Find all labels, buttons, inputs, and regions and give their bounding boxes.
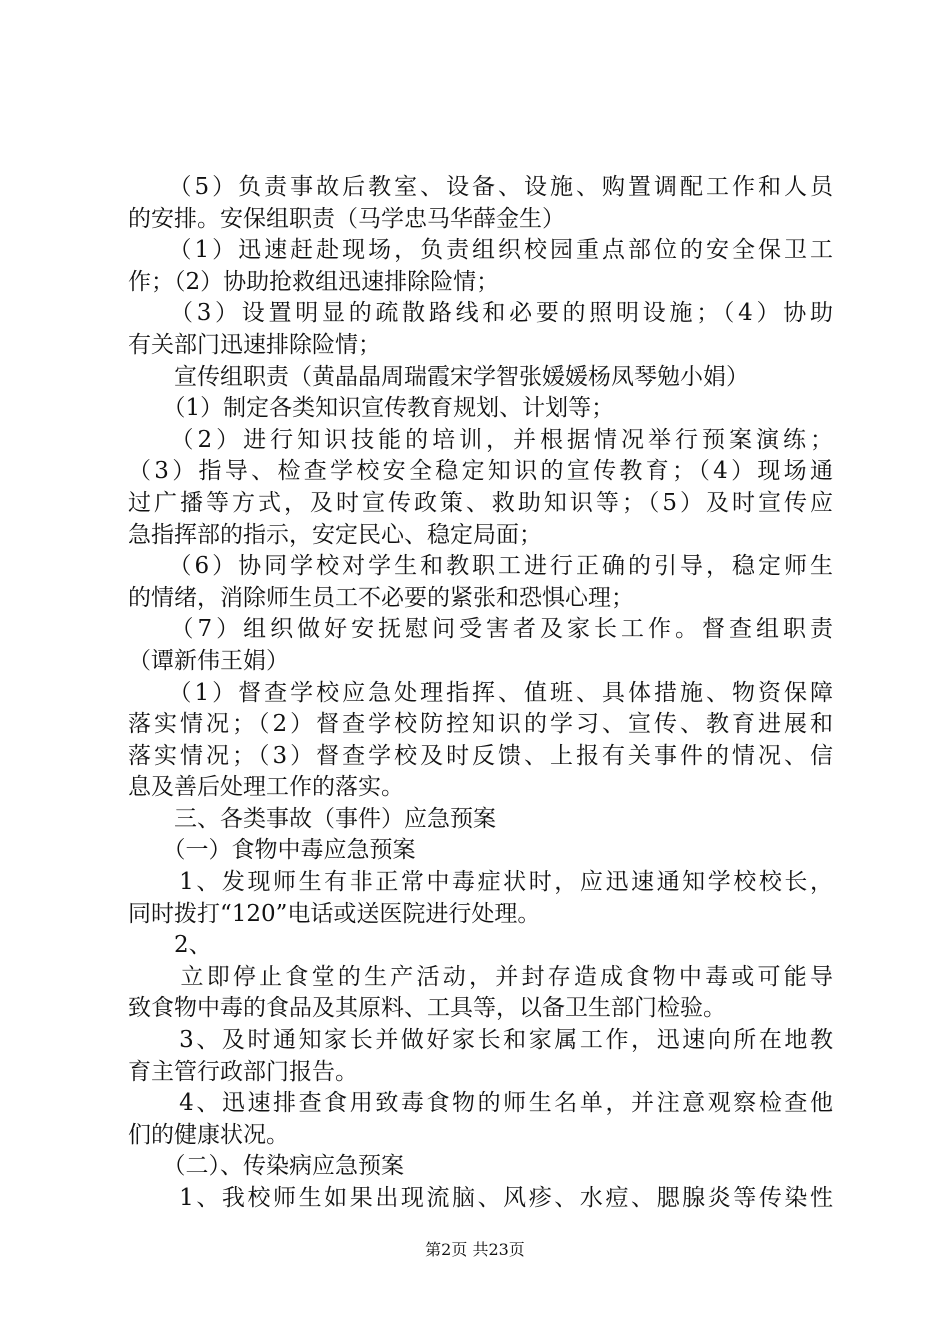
text-line: 的情绪，消除师生员工不必要的紧张和恐惧心理； (128, 584, 634, 611)
text-line: （3）设置明显的疏散路线和必要的照明设施；（4）协助 (128, 300, 833, 327)
text-line: （谭新伟王娟） (128, 647, 289, 674)
text-line: 致食物中毒的食品及其原料、工具等，以备卫生部门检验。 (128, 995, 726, 1022)
text-line: 3、及时通知家长并做好家长和家属工作，迅速向所在地教 (128, 1027, 833, 1054)
text-line: （二）、传染病应急预案 (128, 1153, 404, 1180)
text-line: 有关部门迅速排除险情； (128, 331, 381, 358)
text-line: 2、 (128, 932, 212, 959)
document-body (128, 172, 833, 1215)
text-line: 4、迅速排查食用致毒食物的师生名单，并注意观察检查他 (128, 1090, 833, 1117)
text-line: 过广播等方式，及时宣传政策、救助知识等；（5）及时宣传应 (128, 489, 833, 516)
text-line: 息及善后处理工作的落实。 (128, 774, 404, 801)
text-line: 宣传组职责（黄晶晶周瑞霞宋学智张媛媛杨凤琴勉小娟） (128, 363, 749, 390)
text-line: （3）指导、检查学校安全稳定知识的宣传教育；（4）现场通 (128, 458, 833, 485)
text-line: 1、发现师生有非正常中毒症状时，应迅速通知学校校长， (128, 869, 833, 896)
text-line: （2）进行知识技能的培训，并根据情况举行预案演练； (128, 426, 833, 453)
text-line: （1）制定各类知识宣传教育规划、计划等； (128, 395, 615, 422)
text-line: （7）组织做好安抚慰问受害者及家长工作。督查组职责 (128, 616, 833, 643)
text-line: 落实情况；（3）督查学校及时反馈、上报有关事件的情况、信 (128, 742, 833, 769)
text-line: 急指挥部的指示，安定民心、稳定局面； (128, 521, 542, 548)
text-line: 同时拨打“120”电话或送医院进行处理。 (128, 900, 541, 927)
text-line: 立即停止食堂的生产活动，并封存造成食物中毒或可能导 (128, 963, 833, 990)
text-line: （1）督查学校应急处理指挥、值班、具体措施、物资保障 (128, 679, 833, 706)
text-line: （5）负责事故后教室、设备、设施、购置调配工作和人员 (128, 174, 833, 200)
text-line: （6）协同学校对学生和教职工进行正确的引导，稳定师生 (128, 553, 833, 580)
text-line: 的安排。安保组职责（马学忠马华薛金生） (128, 205, 565, 232)
text-line: 作；（2）协助抢救组迅速排除险情； (128, 268, 500, 295)
text-line: （一）食物中毒应急预案 (128, 837, 416, 864)
text-line: 1、我校师生如果出现流脑、风疹、水痘、腮腺炎等传染性 (128, 1185, 833, 1211)
page-footer: 第2页 共23页 (425, 1240, 525, 1259)
text-line: 落实情况；（2）督查学校防控知识的学习、宣传、教育进展和 (128, 711, 833, 738)
text-line: 三、各类事故（事件）应急预案 (128, 805, 496, 832)
text-line: （1）迅速赶赴现场，负责组织校园重点部位的安全保卫工 (128, 237, 833, 264)
text-line: 们的健康状况。 (128, 1121, 289, 1148)
text-line: 育主管行政部门报告。 (128, 1058, 358, 1085)
